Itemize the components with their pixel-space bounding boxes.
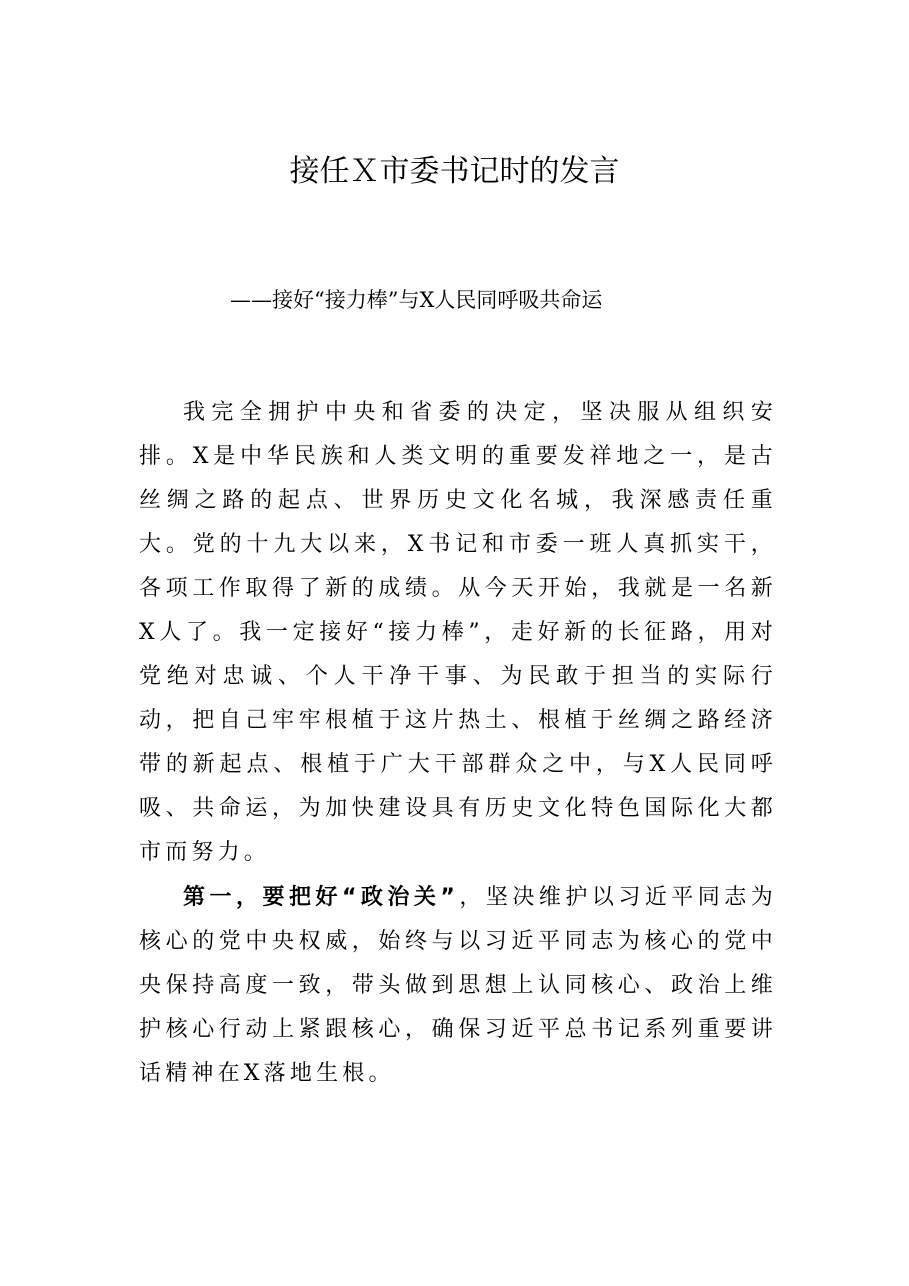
paragraph-1 — [139, 391, 777, 875]
document-title: 接任Ｘ市委书记时的发言 — [289, 154, 620, 189]
paragraph-2-text: ，坚决维护以习近平同志为核心的党中央权威，始终与以习近平同志为核心的党中央保持高度一致，带头做到思想上认同核心、政治上维护核心行动上紧跟核心，确保习近平总书记系列重要讲话精神在X落地生根。 — [139, 885, 777, 1086]
paragraph-2 — [139, 876, 777, 1096]
paragraph-1-text: 我完全拥护中央和省委的决定，坚决服从组织安排。X是中华民族和人类文明的重要发祥地之一，是古丝绸之路的起点、世界历史文化名城，我深感责任重大。党的十九大以来，X书记和市委一班人真抓实干，各项工作取得了新的成绩。从今天开始，我就是一名新X人了。我一定接好“接力棒”，走好新的长征路，用对党绝对忠诚、个人干净干事、为民敢于担当的实际行动，把自己牢牢根植于这片热土、根植于丝绸之路经济带的新起点、根植于广大干部群众之中，与X人民同呼吸、共命运，为加快建设具有历史文化特色国际化大都市而努力。 — [139, 400, 777, 865]
document-subtitle: ——接好“接力棒”与X人民同呼吸共命运 — [230, 288, 603, 312]
paragraph-2-lead: 第一，要把好“政治关” — [183, 885, 460, 910]
